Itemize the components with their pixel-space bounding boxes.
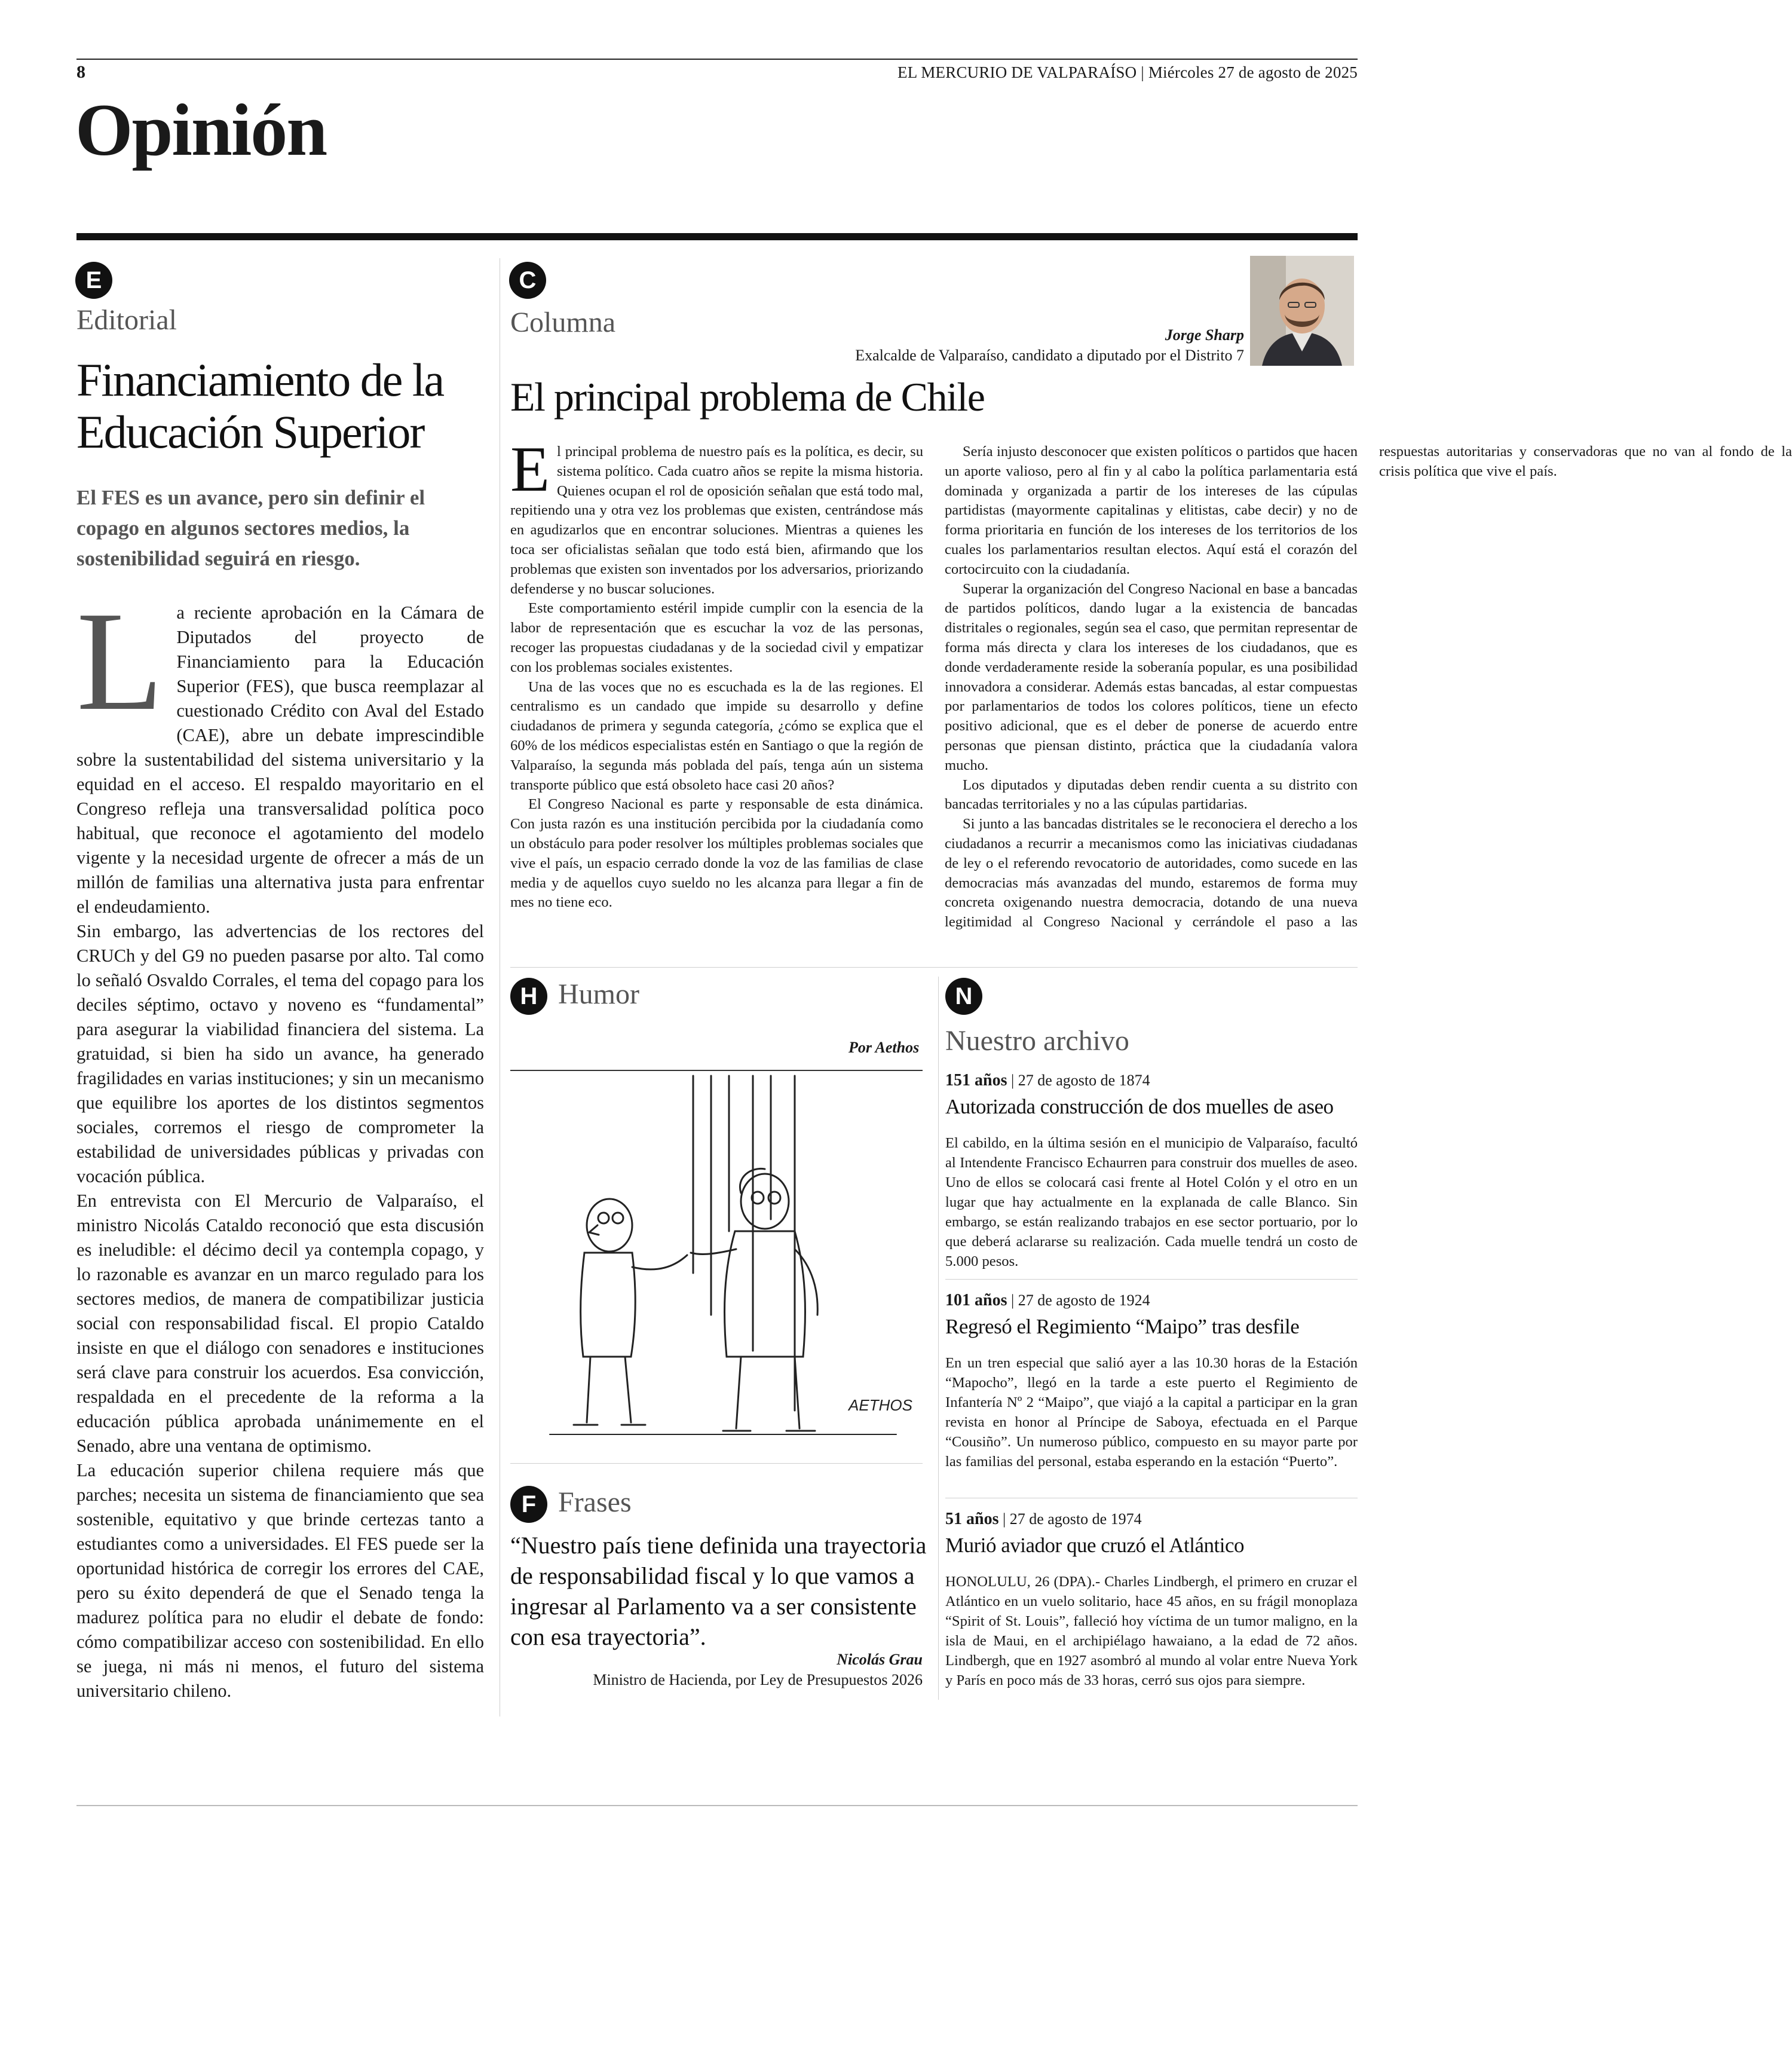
archivo-item: 51 años | 27 de agosto de 1974 Murió aviador que cruzó el Atlántico HONOLULU, 26 (DPA).- Charles Lindbergh, el primero en cruzar el Atlántico en un vuelo solitario, hace 45 años, en su frágil monoplaza “Spirit of St. Louis”, falleció hoy víctima de un tumor maligno, en la isla de Maui, en el archipiélago hawaiano, a la edad de 72 años. Lindbergh, que en 1927 asombró al mundo al volar entre Nueva York y París en poco más de 33 horas, cerró sus ojos para siempre. [945,1510,1358,1690]
archivo-years: 51 años [945,1510,999,1528]
archivo-years: 101 años [945,1291,1007,1309]
column-drop-cap: E [510,434,550,505]
editorial-headline-line: Financiamiento de la [76,354,444,406]
section-rule [76,233,1358,240]
page-number: 8 [76,62,85,82]
mid-rule [510,967,1358,968]
column-paragraph: Una de las voces que no es escuchada es la de las regiones. El centralismo es un candado que impide su desarrollo y define ciudadanos de primera y segunda categoría, ¿cómo se explica que el 60% de los médicos especialistas estén en Santiago o que la región de Valparaíso, la segunda más poblada del país, tenga aún un sistema transporte público que está obsoleto hace casi 20 años? [510,678,923,793]
archivo-years: 151 años [945,1071,1007,1090]
cartoon-signature: AETHOS [848,1396,912,1414]
column-badge: C [509,262,546,299]
top-rule [76,59,1358,60]
humor-credit: Por Aethos [848,1039,920,1056]
column-divider [938,977,939,1700]
archivo-title: Regresó el Regimiento “Maipo” tras desfile [945,1315,1300,1338]
humor-rule-bottom [510,1463,923,1464]
editorial-paragraph: Sin embargo, las advertencias de los rectores del CRUCh y del G9 no pueden pasarse por alto. Tal como lo señaló Osvaldo Corrales, el tema del copago para los deciles séptimo, octavo y noveno es “fundamental” para asegurar la viabilidad financiera del sistema. La gratuidad, si bien ha sido un avance, ha generado fragilidades en varias instituciones; y sin un mecanismo que equilibre los aportes de los distintos segmentos sociales, corremos el riesgo de comprometer la estabilidad de universidades públicas y privadas con vocación pública. [76,921,484,1186]
section-title: Opinión [75,89,327,171]
archivo-separator [945,1279,1358,1280]
frases-name: Nicolás Grau [837,1651,923,1668]
column-paragraph: Si junto a las bancadas distritales se le reconociera el derecho a los ciudadanos a recurrir a mecanismos como las iniciativas ciudadanas de ley o el referendo revocatorio de autoridades, como sucede en las democracias más avanzadas del mundo, estaremos de forma muy concreta oxigenando nuestra democracia, dotando de una nueva legitimidad al Congreso Nacional y cerrándole el paso a las respuestas autoritarias y conservadoras que no van al fondo de la crisis política que vive el país. [945,443,1792,931]
editorial-headline [76,354,495,458]
archivo-title: Murió aviador que cruzó el Atlántico [945,1534,1245,1557]
column-paragraph: Este comportamiento estéril impide cumplir con la esencia de la labor de representación que es escuchar la voz de las personas, recoger las propuestas ciudadanas y de la sociedad civil y empatizar con los problemas sociales existentes. [510,600,923,675]
editorial-kicker: Editorial [76,304,177,336]
editorial-body [76,583,484,1703]
editorial-badge: E [75,262,112,299]
column-kicker: Columna [510,307,615,338]
editorial-paragraph: La educación superior chilena requiere más que parches; necesita un sistema de financiamiento que sea sostenible, equitativo y que brinde certezas tanto a estudiantes como a universidades. El FES puede ser la oportunidad histórica de corregir los errores del CAE, pero su éxito dependerá de que el Senado tenga la madurez política para no eludir el debate de fondo: cómo compatibilizar acceso con sostenibilidad. En ello se juega, ni más ni menos, el futuro del sistema universitario chileno. [76,1460,484,1701]
frases-kicker: Frases [558,1486,632,1518]
author-photo [1250,256,1354,366]
author-role: Exalcalde de Valparaíso, candidato a diputado por el Distrito 7 [855,347,1244,364]
archivo-body: En un tren especial que salió ayer a las 10.30 horas de la Estación “Mapocho”, llegó en la tarde a este puerto el Regimiento de Infantería Nº 2 “Maipo”, que viajó a la capital a participar en la gran revista en honor al Príncipe de Saboya, efectuada en el Parque “Cousiño”. Un numeroso público, compuesto en su mayor parte por las familias del personal, estaba esperando en la estación “Puerto”. [945,1355,1358,1470]
column-paragraph: Superar la organización del Congreso Nacional en base a bancadas de partidos políticos, dando lugar a la existencia de bancadas distritales o regionales, según sea el caso, que permitan representar de forma más directa y clara los intereses de los ciudadanos, que es donde verdaderamente reside la soberanía popular, es una posibilidad innovadora a considerar. Además estas bancadas, al estar compuestas por parlamentarios de todos los colores políticos, tiene un efecto positivo adicional, que es el deber de ponerse de acuerdo entre personas que piensan distinto, práctica que la ciudadanía valora mucho. [945,580,1358,773]
author-name: Jorge Sharp [1165,326,1244,344]
frases-role: Ministro de Hacienda, por Ley de Presupuestos 2026 [593,1671,923,1688]
editorial-paragraph: a reciente aprobación en la Cámara de Diputados del proyecto de Financiamiento para la Educación Superior (FES), que busca reemplazar al cuestionado Crédito con Aval del Estado (CAE), abre un debate imprescindible sobre la sustentabilidad del sistema universitario y la equidad en el acceso. El respaldo mayoritario en el Congreso refleja una transversalidad política poco habitual, que reconoce el agotamiento del modelo vigente y la necesidad urgente de ofrecer a más de un millón de familias una alternativa justa para enfrentar el endeudamiento. [76,602,484,917]
masthead: EL MERCURIO DE VALPARAÍSO | Miércoles 27 de agosto de 2025 [897,63,1358,81]
archivo-item: 151 años | 27 de agosto de 1874 Autorizada construcción de dos muelles de aseo El cabildo, en la última sesión en el municipio de Valparaíso, facultó al Intendente Francisco Echaurren para construir dos muelles de aseo. Uno de ellos se colocará casi frente al Hotel Colón y el otro en un lugar que hay actualmente en la explanada de calle Blanco. Sin embargo, se están realizando trabajos en ese sector portuario, por lo que deberá aclararse su realización. Cada muelle tendrá un costo de 5.000 pesos. [945,1071,1358,1271]
archivo-date: 27 de agosto de 1924 [1018,1292,1150,1309]
editorial-lead: El FES es un avance, pero sin definir el copago en algunos sectores medios, la sostenibilidad seguirá en riesgo. [76,486,425,570]
column-paragraph: Sería injusto desconocer que existen políticos o partidos que hacen un aporte valioso, pero al fin y al cabo la política parlamentaria está dominada y organizada a partir de los intereses de las cúpulas partidistas (mayormente capitalinas y elitistas, cabe decir) y no de forma prioritaria en función de los intereses de los territorios de los cuales los parlamentarios resultan electos. Aquí está el corazón del cortocircuito con la ciudadanía. [945,443,1358,577]
column-paragraph: l principal problema de nuestro país es la política, es decir, su sistema político. Cada cuatro años se repite la misma historia. Quienes ocupan el rol de oposición señalan que está todo mal, repitiendo una y otra vez los problemas que existen, centrándose más en agudizarlos que en encontrar soluciones. Mientras a quienes les toca ser oficialistas señalan que todo está bien, afirmando que los problemas que existen son inventados por los adversarios, priorizando defenderse y no buscar soluciones. [510,443,923,597]
column-headline: El principal problema de Chile [510,374,985,420]
humor-rule [510,1070,923,1071]
editorial-headline-line: Educación Superior [76,406,424,458]
frases-quote: “Nuestro país tiene definida una trayectoria de responsabilidad fiscal y lo que vamos a ingresar al Parlamento va a ser consistente con esa trayectoria”. [510,1532,927,1650]
column-paragraph: El Congreso Nacional es parte y responsable de esta dinámica. Con justa razón es una institución percibida por la ciudadanía como un obstáculo para poder resolver los múltiples problemas sociales que vive el país, un espacio cerrado donde la voz de las familias de clase media y de aquellos cuyo sueldo no les alcanza para llegar a fin de mes no tiene eco. [510,796,923,911]
archivo-title: Autorizada construcción de dos muelles de aseo [945,1095,1334,1118]
column-body [510,434,1792,949]
cartoon-illustration [514,1076,926,1458]
humor-kicker: Humor [558,978,639,1010]
archivo-body: HONOLULU, 26 (DPA).- Charles Lindbergh, el primero en cruzar el Atlántico en un vuelo solitario, hace 45 años, en su frágil monoplaza “Spirit of St. Louis”, falleció hoy víctima de un tumor maligno, en la isla de Maui, en el archipiélago hawaiano, a la edad de 72 años. Lindbergh, que en 1927 asombró al mundo al volar entre Nueva York y París en poco más de 33 horas, cerró sus ojos para siempre. [945,1574,1358,1688]
column-paragraph: Los diputados y diputadas deben rendir cuenta a su distrito con bancadas territoriales y no a las cúpulas partidarias. [945,776,1358,813]
editorial-drop-cap: L [76,583,164,740]
archivo-date: 27 de agosto de 1874 [1018,1072,1150,1089]
archivo-item: 101 años | 27 de agosto de 1924 Regresó el Regimiento “Maipo” tras desfile En un tren especial que salió ayer a las 10.30 horas de la Estación “Mapocho”, llegó en la tarde a este puerto el Regimiento de Infantería Nº 2 “Maipo”, que viajó a la capital a participar en la gran revista en honor al Príncipe de Saboya, efectuada en el Parque “Cousiño”. Un numeroso público, compuesto en su mayor parte por las familias del personal, estaba esperando en la estación “Puerto”. [945,1291,1358,1471]
humor-badge: H [510,978,547,1015]
editorial-paragraph: En entrevista con El Mercurio de Valparaíso, el ministro Nicolás Cataldo reconoció que esta discusión es ineludible: el décimo decil ya contempla copago, y lo razonable es avanzar en un marco regulado para los sectores medios, de manera de compatibilizar justicia social con responsabilidad fiscal. El propio Cataldo insiste en que el diálogo con senadores e instituciones será clave para construir los acuerdos. Esa convicción, respaldada en el precedente de la reforma a la educación pública aprobada unánimemente en el Senado, abre una ventana de optimismo. [76,1191,484,1456]
bottom-rule [76,1805,1358,1806]
frases-badge: F [510,1486,547,1523]
archivo-badge: N [945,978,982,1015]
archivo-kicker: Nuestro archivo [945,1025,1129,1057]
archivo-body: El cabildo, en la última sesión en el municipio de Valparaíso, facultó al Intendente Francisco Echaurren para construir dos muelles de aseo. Uno de ellos se colocará casi frente al Hotel Colón y el otro en un lugar que hay actualmente en la explanada de calle Blanco. Sin embargo, se están realizando trabajos en ese sector portuario, por lo que deberá aclararse su realización. Cada muelle tendrá un costo de 5.000 pesos. [945,1135,1358,1269]
archivo-date: 27 de agosto de 1974 [1009,1510,1142,1528]
